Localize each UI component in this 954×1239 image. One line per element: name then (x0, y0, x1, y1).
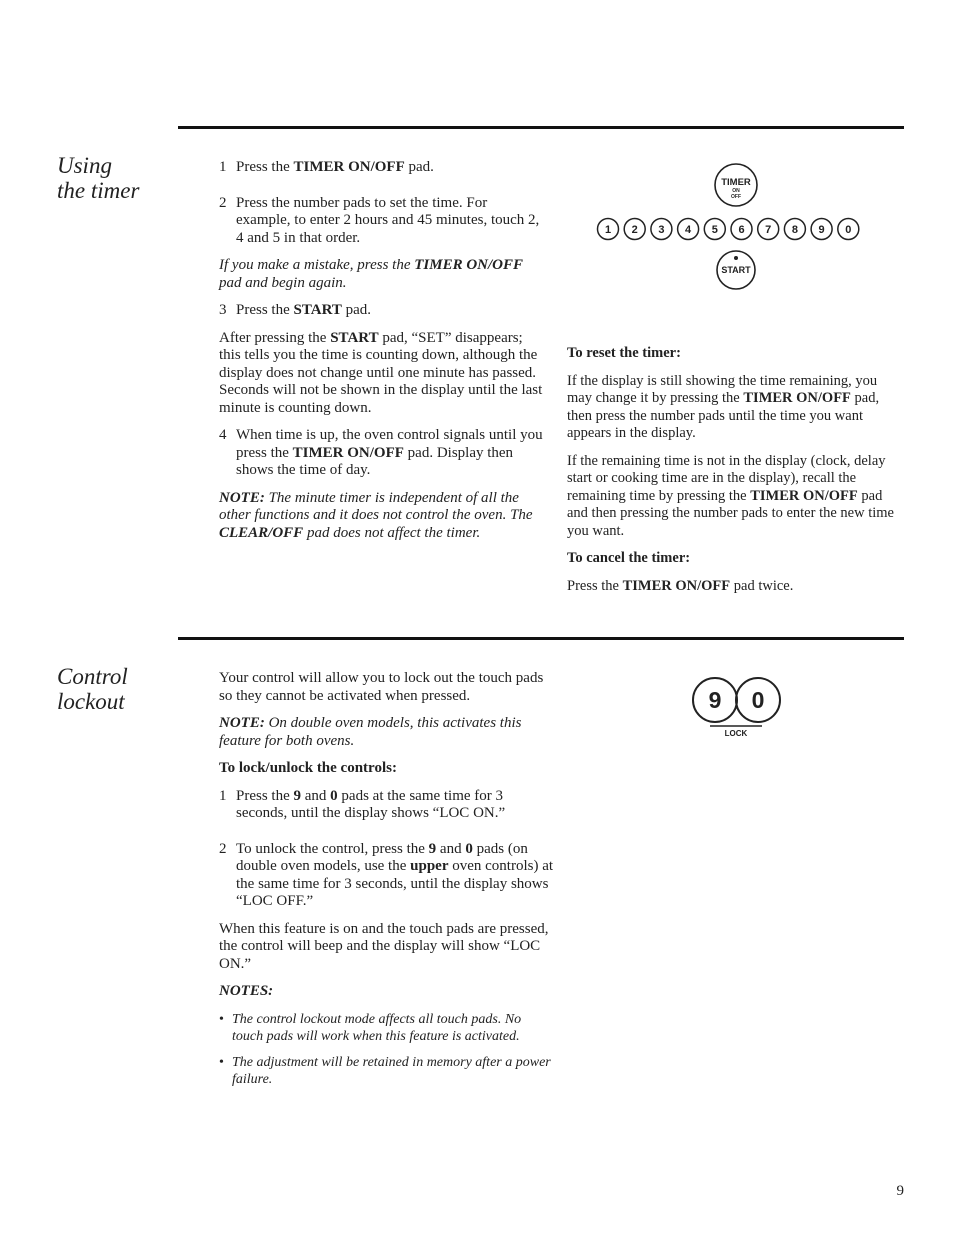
number-pad-0-icon (838, 219, 859, 240)
svg-text:1: 1 (604, 224, 612, 236)
svg-text:7: 7 (765, 224, 772, 236)
svg-text:TIMER: TIMER (721, 177, 751, 188)
notes-bullet-1: • The control lockout mode affects all touch pads. No touch pads will work when this feature is activated. (219, 1011, 522, 1044)
timer-after-start-paragraph: After pressing the START pad, “SET” disappears; this tells you the time is counting down, although the display does not change until one minute has passed. Seconds will not be shown in the display until the last minute is counting down. (219, 329, 543, 416)
svg-text:0: 0 (845, 224, 852, 236)
number-pad-6-icon (731, 219, 752, 240)
lock-keypad-illustration (690, 672, 790, 742)
timer-step-3: 3 Press the START pad. (219, 302, 372, 318)
number-pad-8-icon (784, 219, 805, 240)
zero-pad-icon (736, 678, 780, 722)
number-pad-4-icon (678, 219, 699, 240)
section-title-timer: Using the timer (57, 153, 140, 203)
lockout-note: NOTE: On double oven models, this activates this feature for both ovens. (219, 715, 522, 749)
lockout-feature-on-paragraph: When this feature is on and the touch pads are pressed, the control will beep and the display will show “LOC ON.” (219, 920, 549, 972)
lock-unlock-heading: To lock/unlock the controls: (219, 760, 397, 776)
section-divider-top (178, 126, 904, 129)
timer-step-2: 2 Press the number pads to set the time. For example, to enter 2 hours and 45 minutes, touch 2, 4 and 5 in that order. (219, 194, 540, 246)
timer-mistake-note: If you make a mistake, press the TIMER ON/OFF pad and begin again. (219, 257, 524, 291)
svg-text:9: 9 (708, 687, 722, 713)
cancel-timer-heading: To cancel the timer: (567, 550, 691, 566)
number-pad-2-icon (624, 219, 645, 240)
section-title-lockout: Control lockout (57, 664, 128, 714)
section-divider-middle (178, 637, 904, 640)
lockout-step-2: 2 To unlock the control, press the 9 and 0 pads (on double oven models, use the upper oven controls) at the same time for 3 seconds, until the display shows “LOC OFF.” (219, 840, 554, 909)
reset-timer-paragraph-1: If the display is still showing the time remaining, you may change it by pressing the TIMER ON/OFF pad, then press the number pads until the time you want appears in the display. (567, 372, 880, 441)
svg-text:0: 0 (751, 687, 765, 713)
cancel-timer-paragraph: Press the TIMER ON/OFF pad twice. (567, 577, 794, 594)
number-pad-1-icon (598, 219, 619, 240)
number-pad-9-icon (811, 219, 832, 240)
svg-text:ON: ON (732, 188, 740, 194)
number-pad-3-icon (651, 219, 672, 240)
svg-text:START: START (721, 265, 751, 275)
svg-text:6: 6 (738, 224, 745, 236)
svg-text:4: 4 (685, 224, 692, 236)
svg-text:3: 3 (658, 224, 665, 236)
svg-text:2: 2 (631, 224, 638, 236)
nine-pad-icon (693, 678, 737, 722)
lockout-left-column (219, 670, 554, 1097)
svg-text:OFF: OFF (731, 194, 741, 200)
timer-keypad-illustration (565, 155, 905, 295)
timer-right-column (567, 345, 902, 605)
lock-label: LOCK (724, 729, 748, 738)
notes-bullet-2: • The adjustment will be retained in memory after a power failure. (219, 1054, 551, 1087)
svg-text:8: 8 (791, 224, 798, 236)
svg-text:9: 9 (818, 224, 825, 236)
number-pad-7-icon (758, 219, 779, 240)
timer-step-4: 4 When time is up, the oven control signals until you press the TIMER ON/OFF pad. Display then shows the time of day. (219, 427, 543, 478)
timer-on-off-pad-icon (715, 164, 757, 206)
lockout-step-1: 1 Press the 9 and 0 pads at the same time for 3 seconds, until the display shows “LOC ON.” (219, 787, 506, 821)
start-pad-icon (717, 251, 755, 289)
notes-label: NOTES: (219, 983, 274, 999)
page-number: 9 (896, 1183, 904, 1199)
lockout-intro: Your control will allow you to lock out the touch pads so they cannot be activated when pressed. (219, 670, 544, 704)
number-pads-row (598, 219, 859, 240)
timer-left-column (219, 159, 544, 552)
timer-note: NOTE: The minute timer is independent of all the other functions and it does not control the oven. The CLEAR/OFF pad does not affect the timer. (219, 489, 533, 541)
reset-timer-heading: To reset the timer: (567, 345, 681, 361)
timer-step-1: 1 Press the TIMER ON/OFF pad. (219, 159, 434, 175)
reset-timer-paragraph-2: If the remaining time is not in the display (clock, delay start or cooking time are in the display), recall the remaining time by pressing the TIMER ON/OFF pad and then pressing the number pads to enter the new time you want. (567, 452, 894, 539)
svg-text:5: 5 (711, 224, 718, 236)
number-pad-5-icon (704, 219, 725, 240)
